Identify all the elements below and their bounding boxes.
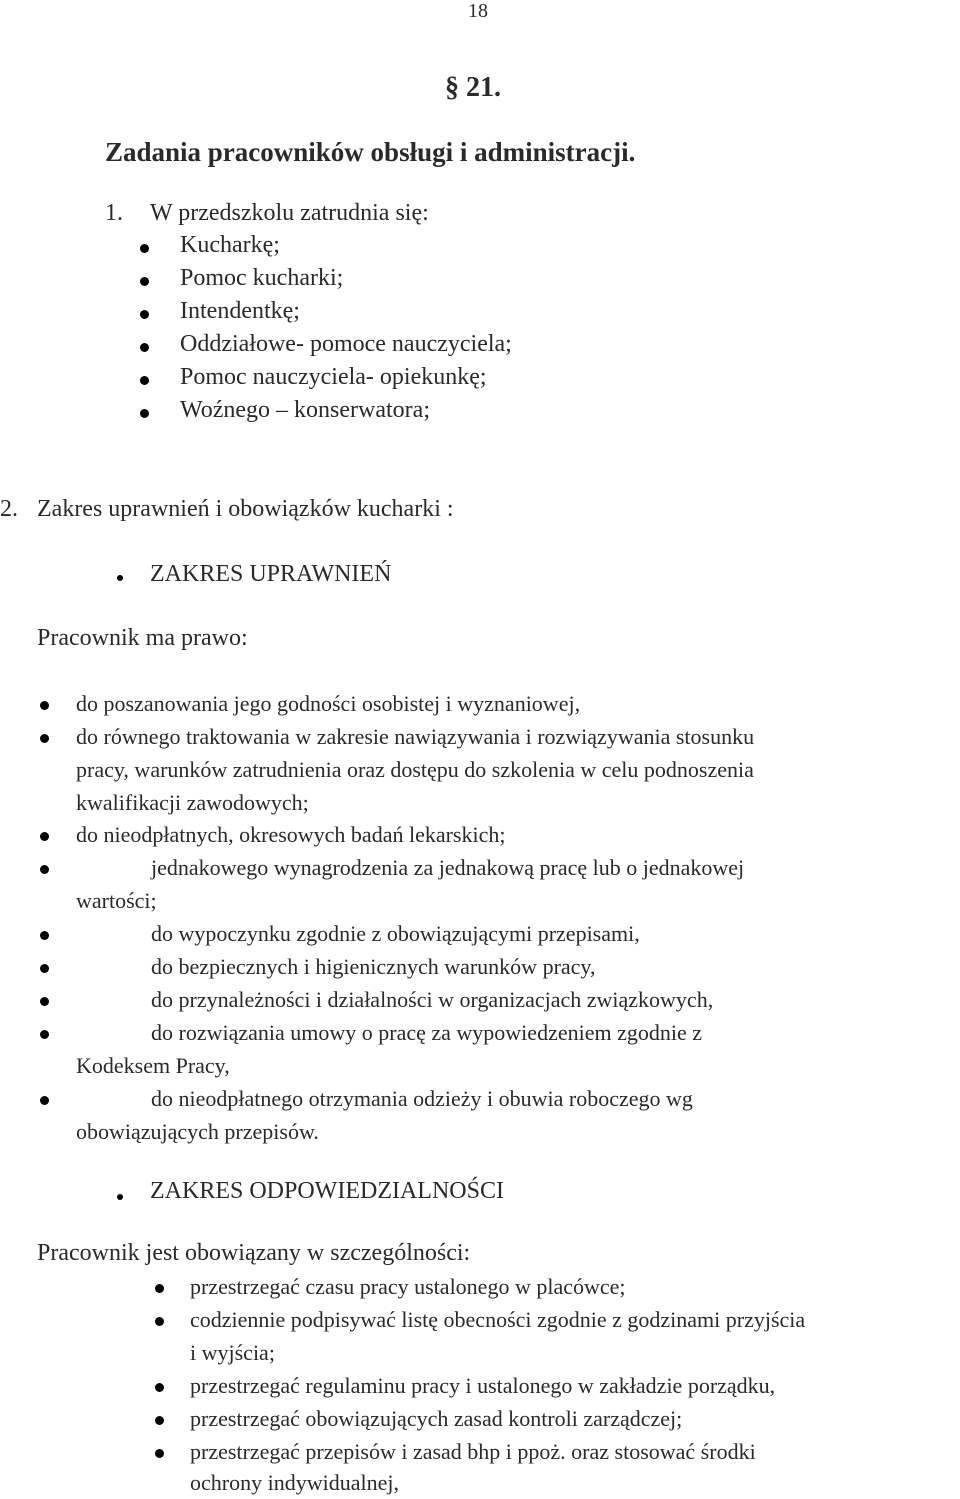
list-item: pracy, warunków zatrudnienia oraz dostępu do szkolenia w celu podnoszenia [76,757,754,782]
bullet-icon [155,1449,164,1458]
item2-text: Zakres uprawnień i obowiązków kucharki : [37,496,454,522]
bullet-icon [40,865,49,874]
item1-number: 1. [105,200,123,226]
list-item: do bezpiecznych i higienicznych warunków pracy, [151,954,596,979]
bullet-icon [140,343,149,352]
bullet-icon [117,1194,123,1200]
list-item: do przynależności i działalności w organizacjach związkowych, [151,987,714,1012]
bullet-icon [40,832,49,841]
bullet-icon [40,1030,49,1039]
list-item: jednakowego wynagrodzenia za jednakową pracę lub o jednakowej [151,855,745,880]
rights-intro: Pracownik ma prawo: [37,625,248,651]
bullet-icon [40,734,49,743]
list-item: do wypoczynku zgodnie z obowiązującymi przepisami, [151,921,640,946]
bullet-icon [40,997,49,1006]
list-item: Oddziałowe- pomoce nauczyciela; [180,331,512,357]
bullet-icon [155,1317,164,1326]
responsibility-heading: ZAKRES ODPOWIEDZIALNOŚCI [150,1178,504,1204]
bullet-icon [155,1416,164,1425]
list-item: codziennie podpisywać listę obecności zgodnie z godzinami przyjścia [190,1307,806,1332]
item1-text: W przedszkolu zatrudnia się: [150,200,429,226]
bullet-icon [40,931,49,940]
bullet-icon [140,376,149,385]
responsibility-intro: Pracownik jest obowiązany w szczególności: [37,1240,471,1266]
list-item: wartości; [76,888,157,913]
section-mark: § 21. [445,72,501,103]
section-title: Zadania pracowników obsługi i administracji. [105,137,636,167]
rights-heading: ZAKRES UPRAWNIEŃ [150,561,392,587]
list-item: Woźnego – konserwatora; [180,397,430,423]
bullet-icon [140,277,149,286]
list-item: do nieodpłatnych, okresowych badań lekarskich; [76,822,506,847]
bullet-icon [155,1383,164,1392]
list-item: przestrzegać przepisów i zasad bhp i ppoż. oraz stosować środki [190,1439,756,1464]
list-item: i wyjścia; [190,1340,275,1365]
bullet-icon [40,1096,49,1105]
bullet-icon [40,701,49,710]
list-item: do rozwiązania umowy o pracę za wypowiedzeniem zgodnie z [151,1020,702,1045]
list-item: ochrony indywidualnej, [190,1470,399,1495]
list-item: Intendentkę; [180,298,300,324]
list-item: przestrzegać obowiązujących zasad kontroli zarządczej; [190,1406,683,1431]
list-item: do poszanowania jego godności osobistej i wyznaniowej, [76,691,581,716]
list-item: przestrzegać regulaminu pracy i ustalonego w zakładzie porządku, [190,1373,776,1398]
list-item: do równego traktowania w zakresie nawiązywania i rozwiązywania stosunku [76,724,755,749]
list-item: Kodeksem Pracy, [76,1053,230,1078]
bullet-icon [117,575,123,581]
bullet-icon [155,1284,164,1293]
list-item: do nieodpłatnego otrzymania odzieży i obuwia roboczego wg [151,1086,693,1111]
bullet-icon [140,310,149,319]
page-number: 18 [468,0,488,22]
bullet-icon [140,244,149,253]
item2-number: 2. [0,496,18,522]
list-item: przestrzegać czasu pracy ustalonego w placówce; [190,1274,626,1299]
list-item: Pomoc nauczyciela- opiekunkę; [180,364,487,390]
list-item: Pomoc kucharki; [180,265,344,291]
list-item: obowiązujących przepisów. [76,1119,319,1144]
list-item: Kucharkę; [180,232,280,258]
bullet-icon [40,964,49,973]
bullet-icon [140,409,149,418]
list-item: kwalifikacji zawodowych; [76,790,309,815]
